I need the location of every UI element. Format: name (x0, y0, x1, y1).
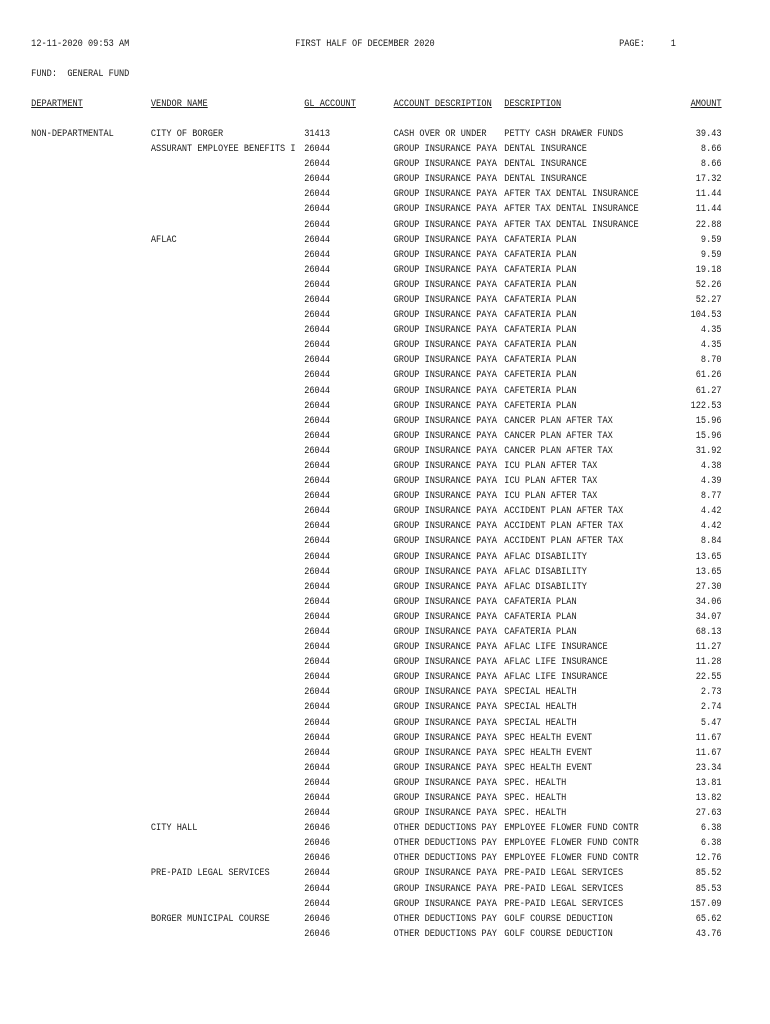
table-row (0, 806, 722, 821)
row-amount: 13.82 (695, 791, 722, 804)
row-gl-account: 26044 (304, 309, 331, 322)
row-amount: 9.59 (700, 233, 722, 246)
row-account-description: GROUP INSURANCE PAYA (393, 399, 497, 412)
row-description: PRE-PAID LEGAL SERVICES (504, 882, 624, 895)
table-row (0, 187, 722, 202)
row-gl-account: 26044 (304, 490, 331, 503)
row-gl-account: 26046 (304, 927, 331, 940)
table-row (0, 821, 722, 836)
row-gl-account: 26044 (304, 173, 331, 186)
row-gl-account: 26046 (304, 912, 331, 925)
row-account-description: GROUP INSURANCE PAYA (393, 354, 497, 367)
row-description: SPEC. HEALTH (504, 776, 567, 789)
row-description: CAFATERIA PLAN (504, 278, 577, 291)
table-row (0, 912, 722, 927)
row-vendor-name: BORGER MUNICIPAL COURSE (150, 912, 270, 925)
row-account-description: GROUP INSURANCE PAYA (393, 459, 497, 472)
table-row (0, 233, 722, 248)
row-description: ICU PLAN AFTER TAX (504, 459, 598, 472)
row-description: CAFATERIA PLAN (504, 354, 577, 367)
row-description: CAFATERIA PLAN (504, 610, 577, 623)
row-account-description: GROUP INSURANCE PAYA (393, 761, 497, 774)
table-row (0, 776, 722, 791)
table-row (0, 550, 722, 565)
table-row (0, 580, 722, 595)
table-row (0, 474, 722, 489)
row-gl-account: 26044 (304, 565, 331, 578)
row-amount: 65.62 (695, 912, 722, 925)
row-amount: 4.42 (700, 520, 722, 533)
row-amount: 85.52 (695, 867, 722, 880)
table-row (0, 595, 722, 610)
row-account-description: GROUP INSURANCE PAYA (393, 429, 497, 442)
row-account-description: GROUP INSURANCE PAYA (393, 701, 497, 714)
row-description: EMPLOYEE FLOWER FUND CONTR (504, 837, 639, 850)
row-amount: 11.67 (695, 731, 722, 744)
row-amount: 13.81 (695, 776, 722, 789)
row-account-description: GROUP INSURANCE PAYA (393, 309, 497, 322)
row-description: CAFATERIA PLAN (504, 324, 577, 337)
table-row (0, 353, 722, 368)
row-account-description: GROUP INSURANCE PAYA (393, 731, 497, 744)
row-description: EMPLOYEE FLOWER FUND CONTR (504, 852, 639, 865)
table-row (0, 866, 722, 881)
row-description: CAFATERIA PLAN (504, 248, 577, 261)
row-amount: 2.73 (700, 686, 722, 699)
row-account-description: OTHER DEDUCTIONS PAY (393, 852, 497, 865)
row-amount: 9.59 (700, 248, 722, 261)
table-row (0, 685, 722, 700)
table-row (0, 338, 722, 353)
row-gl-account: 26044 (304, 671, 331, 684)
row-account-description: GROUP INSURANCE PAYA (393, 173, 497, 186)
table-row (0, 414, 722, 429)
row-amount: 2.74 (700, 701, 722, 714)
row-gl-account: 26044 (304, 188, 331, 201)
row-account-description: GROUP INSURANCE PAYA (393, 671, 497, 684)
row-description: AFLAC LIFE INSURANCE (504, 671, 608, 684)
table-row (0, 323, 722, 338)
row-account-description: GROUP INSURANCE PAYA (393, 293, 497, 306)
row-account-description: GROUP INSURANCE PAYA (393, 791, 497, 804)
row-description: ICU PLAN AFTER TAX (504, 475, 598, 488)
row-gl-account: 26044 (304, 218, 331, 231)
table-row (0, 716, 722, 731)
table-row (0, 610, 722, 625)
row-amount: 11.44 (695, 188, 722, 201)
row-description: EMPLOYEE FLOWER FUND CONTR (504, 822, 639, 835)
table-row (0, 202, 722, 217)
row-account-description: GROUP INSURANCE PAYA (393, 505, 497, 518)
row-description: DENTAL INSURANCE (504, 143, 587, 156)
table-row (0, 263, 722, 278)
row-gl-account: 26044 (304, 897, 331, 910)
col-gl-account: GL ACCOUNT (304, 98, 356, 110)
row-amount: 13.65 (695, 550, 722, 563)
row-gl-account: 26044 (304, 610, 331, 623)
row-amount: 11.28 (695, 656, 722, 669)
row-amount: 4.35 (700, 324, 722, 337)
row-account-description: GROUP INSURANCE PAYA (393, 339, 497, 352)
row-gl-account: 26044 (304, 550, 331, 563)
row-description: ICU PLAN AFTER TAX (504, 490, 598, 503)
row-account-description: GROUP INSURANCE PAYA (393, 610, 497, 623)
report-datetime: 12-11-2020 09:53 AM (31, 38, 130, 50)
row-amount: 15.96 (695, 414, 722, 427)
row-amount: 12.76 (695, 852, 722, 865)
row-gl-account: 26044 (304, 263, 331, 276)
row-amount: 39.43 (695, 128, 722, 140)
row-account-description: OTHER DEDUCTIONS PAY (393, 837, 497, 850)
row-amount: 85.53 (695, 882, 722, 895)
row-description: DENTAL INSURANCE (504, 158, 587, 171)
row-amount: 11.27 (695, 641, 722, 654)
row-description: ACCIDENT PLAN AFTER TAX (504, 535, 624, 548)
row-amount: 22.55 (695, 671, 722, 684)
col-vendor-name: VENDOR NAME (150, 98, 208, 110)
table-row (0, 625, 722, 640)
page-number: 1 (670, 38, 676, 50)
fund-line (0, 67, 631, 82)
row-vendor-name: CITY HALL (150, 822, 198, 835)
row-amount: 6.38 (700, 837, 722, 850)
row-amount: 8.70 (700, 354, 722, 367)
row-description: CAFETERIA PLAN (504, 369, 577, 382)
table-row (0, 700, 722, 715)
row-amount: 52.27 (695, 293, 722, 306)
column-header-row (0, 97, 722, 112)
row-amount: 6.38 (700, 822, 722, 835)
row-amount: 15.96 (695, 429, 722, 442)
row-gl-account: 26044 (304, 354, 331, 367)
row-gl-account: 26044 (304, 158, 331, 171)
row-gl-account: 26044 (304, 882, 331, 895)
row-amount: 8.66 (700, 143, 722, 156)
row-description: DENTAL INSURANCE (504, 173, 587, 186)
row-gl-account: 26044 (304, 641, 331, 654)
row-description: CANCER PLAN AFTER TAX (504, 429, 613, 442)
row-gl-account: 26044 (304, 459, 331, 472)
row-description: CAFETERIA PLAN (504, 399, 577, 412)
row-description: CANCER PLAN AFTER TAX (504, 414, 613, 427)
row-description: CANCER PLAN AFTER TAX (504, 444, 613, 457)
table-row (0, 640, 722, 655)
row-account-description: GROUP INSURANCE PAYA (393, 369, 497, 382)
row-account-description: GROUP INSURANCE PAYA (393, 324, 497, 337)
row-amount: 43.76 (695, 927, 722, 940)
row-gl-account: 26044 (304, 369, 331, 382)
row-account-description: GROUP INSURANCE PAYA (393, 203, 497, 216)
row-amount: 52.26 (695, 278, 722, 291)
table-row (0, 565, 722, 580)
row-gl-account: 26044 (304, 444, 331, 457)
row-account-description: GROUP INSURANCE PAYA (393, 188, 497, 201)
row-gl-account: 26044 (304, 143, 331, 156)
report-title: FIRST HALF OF DECEMBER 2020 (295, 38, 435, 50)
row-amount: 11.44 (695, 203, 722, 216)
table-row (0, 429, 722, 444)
table-row (0, 761, 722, 776)
row-gl-account: 26044 (304, 505, 331, 518)
row-description: AFLAC DISABILITY (504, 565, 587, 578)
row-description: AFTER TAX DENTAL INSURANCE (504, 188, 639, 201)
row-amount: 68.13 (695, 625, 722, 638)
row-gl-account: 26044 (304, 399, 331, 412)
col-account-description: ACCOUNT DESCRIPTION (393, 98, 492, 110)
row-account-description: GROUP INSURANCE PAYA (393, 384, 497, 397)
row-gl-account: 26044 (304, 791, 331, 804)
row-amount: 61.27 (695, 384, 722, 397)
table-row (0, 218, 722, 233)
row-gl-account: 26044 (304, 414, 331, 427)
row-gl-account: 26044 (304, 429, 331, 442)
row-gl-account: 26046 (304, 852, 331, 865)
row-vendor-name: AFLAC (150, 233, 177, 246)
row-account-description: GROUP INSURANCE PAYA (393, 867, 497, 880)
row-gl-account: 26044 (304, 248, 331, 261)
row-gl-account: 26044 (304, 807, 331, 820)
row-account-description: GROUP INSURANCE PAYA (393, 490, 497, 503)
row-gl-account: 26044 (304, 776, 331, 789)
row-account-description: GROUP INSURANCE PAYA (393, 143, 497, 156)
row-amount: 8.84 (700, 535, 722, 548)
row-account-description: GROUP INSURANCE PAYA (393, 414, 497, 427)
row-description: GOLF COURSE DEDUCTION (504, 912, 613, 925)
row-description: SPECIAL HEALTH (504, 701, 577, 714)
row-gl-account: 26044 (304, 475, 331, 488)
row-gl-account: 26044 (304, 520, 331, 533)
col-amount: AMOUNT (690, 98, 722, 110)
row-amount: 27.30 (695, 580, 722, 593)
row-amount: 4.39 (700, 475, 722, 488)
row-amount: 34.07 (695, 610, 722, 623)
row-account-description: GROUP INSURANCE PAYA (393, 535, 497, 548)
table-row (0, 927, 722, 942)
table-row (0, 504, 722, 519)
row-amount: 104.53 (690, 309, 722, 322)
row-gl-account: 26044 (304, 339, 331, 352)
row-gl-account: 26044 (304, 701, 331, 714)
row-gl-account: 31413 (304, 128, 331, 140)
table-row (0, 142, 722, 157)
row-description: SPEC. HEALTH (504, 791, 567, 804)
row-description: GOLF COURSE DEDUCTION (504, 927, 613, 940)
row-account-description: GROUP INSURANCE PAYA (393, 686, 497, 699)
row-account-description: GROUP INSURANCE PAYA (393, 641, 497, 654)
table-row (0, 368, 722, 383)
row-description: AFTER TAX DENTAL INSURANCE (504, 203, 639, 216)
row-description: SPEC HEALTH EVENT (504, 761, 593, 774)
row-amount: 61.26 (695, 369, 722, 382)
table-row (0, 851, 722, 866)
row-account-description: GROUP INSURANCE PAYA (393, 233, 497, 246)
row-description: CAFATERIA PLAN (504, 625, 577, 638)
row-gl-account: 26046 (304, 837, 331, 850)
row-account-description: GROUP INSURANCE PAYA (393, 807, 497, 820)
row-account-description: GROUP INSURANCE PAYA (393, 625, 497, 638)
row-description: PRE-PAID LEGAL SERVICES (504, 867, 624, 880)
row-account-description: GROUP INSURANCE PAYA (393, 716, 497, 729)
row-gl-account: 26044 (304, 867, 331, 880)
row-description: SPEC HEALTH EVENT (504, 746, 593, 759)
row-account-description: GROUP INSURANCE PAYA (393, 158, 497, 171)
fund-label: FUND: GENERAL FUND (31, 68, 130, 80)
row-amount: 8.77 (700, 490, 722, 503)
row-gl-account: 26044 (304, 731, 331, 744)
table-row (0, 384, 722, 399)
row-account-description: GROUP INSURANCE PAYA (393, 656, 497, 669)
row-vendor-name: PRE-PAID LEGAL SERVICES (150, 867, 270, 880)
row-gl-account: 26044 (304, 324, 331, 337)
row-description: CAFATERIA PLAN (504, 339, 577, 352)
row-amount: 22.88 (695, 218, 722, 231)
row-amount: 19.18 (695, 263, 722, 276)
row-account-description: GROUP INSURANCE PAYA (393, 218, 497, 231)
row-account-description: GROUP INSURANCE PAYA (393, 248, 497, 261)
row-description: PRE-PAID LEGAL SERVICES (504, 897, 624, 910)
row-amount: 122.53 (690, 399, 722, 412)
row-description: SPECIAL HEALTH (504, 686, 577, 699)
row-description: CAFATERIA PLAN (504, 293, 577, 306)
table-row (0, 459, 722, 474)
row-gl-account: 26044 (304, 595, 331, 608)
row-gl-account: 26044 (304, 203, 331, 216)
row-description: CAFETERIA PLAN (504, 384, 577, 397)
row-amount: 31.92 (695, 444, 722, 457)
row-amount: 27.63 (695, 807, 722, 820)
row-description: CAFATERIA PLAN (504, 595, 577, 608)
table-row (0, 882, 722, 897)
row-description: SPEC HEALTH EVENT (504, 731, 593, 744)
row-account-description: GROUP INSURANCE PAYA (393, 520, 497, 533)
row-description: SPECIAL HEALTH (504, 716, 577, 729)
row-gl-account: 26044 (304, 278, 331, 291)
row-description: AFLAC LIFE INSURANCE (504, 641, 608, 654)
table-row (0, 670, 722, 685)
row-amount: 34.06 (695, 595, 722, 608)
row-amount: 157.09 (690, 897, 722, 910)
row-description: SPEC. HEALTH (504, 807, 567, 820)
row-description: CAFATERIA PLAN (504, 309, 577, 322)
row-description: CAFATERIA PLAN (504, 233, 577, 246)
row-gl-account: 26044 (304, 384, 331, 397)
row-gl-account: 26044 (304, 686, 331, 699)
row-description: ACCIDENT PLAN AFTER TAX (504, 520, 624, 533)
row-amount: 8.66 (700, 158, 722, 171)
row-account-description: GROUP INSURANCE PAYA (393, 550, 497, 563)
row-gl-account: 26044 (304, 625, 331, 638)
col-department: DEPARTMENT (31, 98, 83, 110)
table-row (0, 655, 722, 670)
row-vendor-name: CITY OF BORGER (150, 128, 224, 140)
table-row (0, 172, 722, 187)
row-gl-account: 26044 (304, 580, 331, 593)
row-amount: 11.67 (695, 746, 722, 759)
table-row (0, 399, 722, 414)
row-account-description: GROUP INSURANCE PAYA (393, 475, 497, 488)
row-description: ACCIDENT PLAN AFTER TAX (504, 505, 624, 518)
table-row (0, 836, 722, 851)
row-account-description: GROUP INSURANCE PAYA (393, 565, 497, 578)
row-account-description: CASH OVER OR UNDER (393, 128, 487, 140)
table-row (0, 791, 722, 806)
table-row (0, 489, 722, 504)
table-row (0, 444, 722, 459)
row-account-description: GROUP INSURANCE PAYA (393, 882, 497, 895)
row-description: AFLAC LIFE INSURANCE (504, 656, 608, 669)
row-description: AFLAC DISABILITY (504, 580, 587, 593)
row-amount: 4.38 (700, 459, 722, 472)
table-row (0, 746, 722, 761)
row-gl-account: 26044 (304, 716, 331, 729)
row-account-description: GROUP INSURANCE PAYA (393, 595, 497, 608)
row-gl-account: 26044 (304, 233, 331, 246)
row-gl-account: 26044 (304, 761, 331, 774)
row-account-description: GROUP INSURANCE PAYA (393, 897, 497, 910)
row-account-description: GROUP INSURANCE PAYA (393, 580, 497, 593)
row-amount: 5.47 (700, 716, 722, 729)
row-account-description: GROUP INSURANCE PAYA (393, 278, 497, 291)
row-account-description: GROUP INSURANCE PAYA (393, 263, 497, 276)
table-row (0, 248, 722, 263)
row-description: AFLAC DISABILITY (504, 550, 587, 563)
row-gl-account: 26044 (304, 656, 331, 669)
row-description: CAFATERIA PLAN (504, 263, 577, 276)
row-amount: 17.32 (695, 173, 722, 186)
table-row (0, 157, 722, 172)
row-amount: 23.34 (695, 761, 722, 774)
page-label: PAGE: (619, 38, 645, 50)
row-gl-account: 26044 (304, 293, 331, 306)
row-amount: 13.65 (695, 565, 722, 578)
report-header (0, 37, 676, 52)
table-row (0, 293, 722, 308)
row-amount: 4.42 (700, 505, 722, 518)
row-gl-account: 26044 (304, 746, 331, 759)
row-gl-account: 26046 (304, 822, 331, 835)
row-vendor-name: ASSURANT EMPLOYEE BENEFITS I (150, 143, 296, 156)
row-account-description: OTHER DEDUCTIONS PAY (393, 927, 497, 940)
table-row (0, 534, 722, 549)
row-account-description: OTHER DEDUCTIONS PAY (393, 912, 497, 925)
row-amount: 4.35 (700, 339, 722, 352)
row-account-description: GROUP INSURANCE PAYA (393, 776, 497, 789)
table-row (0, 519, 722, 534)
row-account-description: GROUP INSURANCE PAYA (393, 746, 497, 759)
row-account-description: OTHER DEDUCTIONS PAY (393, 822, 497, 835)
col-description: DESCRIPTION (504, 98, 562, 110)
table-row (0, 278, 722, 293)
row-description: PETTY CASH DRAWER FUNDS (504, 128, 624, 140)
table-row (0, 897, 722, 912)
table-row (0, 127, 722, 142)
row-gl-account: 26044 (304, 535, 331, 548)
row-department: NON-DEPARTMENTAL (31, 128, 114, 140)
table-row (0, 308, 722, 323)
table-row (0, 731, 722, 746)
row-account-description: GROUP INSURANCE PAYA (393, 444, 497, 457)
row-description: AFTER TAX DENTAL INSURANCE (504, 218, 639, 231)
